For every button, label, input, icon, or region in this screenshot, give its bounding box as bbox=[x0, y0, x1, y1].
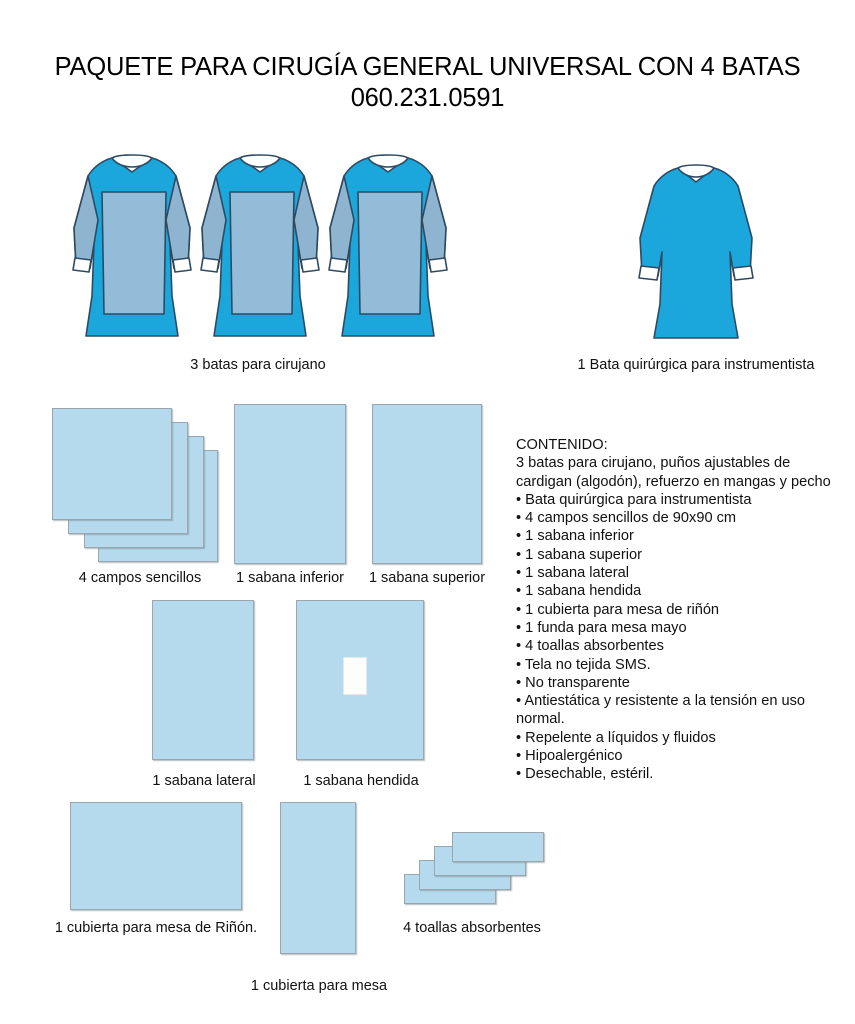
contenido-item: • 4 campos sencillos de 90x90 cm bbox=[516, 510, 737, 527]
absorbent-towels-caption: 4 toallas absorbentes bbox=[403, 920, 541, 936]
table-cover bbox=[280, 802, 356, 954]
simple-drapes-stack bbox=[52, 408, 232, 563]
surgeon-gowns-caption: 3 batas para cirujano bbox=[190, 357, 326, 373]
contenido-item: • 1 sabana lateral bbox=[516, 565, 630, 582]
drape-sheet-icon bbox=[52, 408, 172, 520]
drape-sheet-icon bbox=[372, 404, 482, 564]
lateral-sheet bbox=[152, 600, 254, 760]
contenido-item: • 1 sabana superior bbox=[516, 546, 642, 563]
surgeon-gown-1 bbox=[68, 146, 193, 344]
absorbent-towels-stack bbox=[404, 832, 564, 908]
surgical-gown-icon bbox=[324, 146, 449, 344]
drape-sheet-icon bbox=[70, 802, 242, 910]
contenido-block bbox=[516, 436, 846, 784]
fenestrated-sheet-caption: 1 sabana hendida bbox=[303, 773, 419, 789]
upper-sheet bbox=[372, 404, 482, 564]
kidney-table-cover-caption: 1 cubierta para mesa de Riñón. bbox=[54, 920, 258, 936]
simple-drapes-caption: 4 campos sencillos bbox=[78, 570, 202, 586]
contenido-item: • Hipoalergénico bbox=[516, 748, 623, 765]
drape-sheet-icon bbox=[152, 600, 254, 760]
page-title: PAQUETE PARA CIRUGÍA GENERAL UNIVERSAL CON 4 BATAS bbox=[54, 53, 801, 81]
lateral-sheet-caption: 1 sabana lateral bbox=[152, 773, 256, 789]
drape-sheet-icon bbox=[280, 802, 356, 954]
contenido-item: • Antiestática y resistente a la tensión en uso normal. bbox=[516, 693, 806, 728]
lower-sheet-caption: 1 sabana inferior bbox=[235, 570, 344, 586]
contenido-intro: 3 batas para cirujano, puños ajustables de cardigan (algodón), refuerzo en mangas y pecho bbox=[516, 455, 831, 490]
contenido-item: • 1 funda para mesa mayo bbox=[516, 619, 687, 636]
fenestration-opening bbox=[343, 657, 367, 695]
surgical-gown-icon bbox=[632, 158, 760, 344]
scrub-nurse-gown bbox=[632, 158, 760, 344]
contenido-item: • 1 cubierta para mesa de riñón bbox=[516, 601, 720, 618]
surgical-gown-icon bbox=[68, 146, 193, 344]
surgeon-gown-3 bbox=[324, 146, 449, 344]
fenestrated-sheet bbox=[296, 600, 424, 760]
product-code: 060.231.0591 bbox=[350, 84, 505, 112]
surgical-gown-icon bbox=[196, 146, 321, 344]
scrub-nurse-gown-caption: 1 Bata quirúrgica para instrumentista bbox=[577, 357, 815, 373]
contenido-item: • Repelente a líquidos y fluidos bbox=[516, 729, 716, 746]
lower-sheet bbox=[234, 404, 346, 564]
contenido-item: • Bata quirúrgica para instrumentista bbox=[516, 491, 752, 508]
upper-sheet-caption: 1 sabana superior bbox=[368, 570, 486, 586]
fenestrated-drape-icon bbox=[296, 600, 424, 760]
drape-sheet-icon bbox=[234, 404, 346, 564]
contenido-item: • Tela no tejida SMS. bbox=[516, 656, 651, 673]
kidney-table-cover bbox=[70, 802, 242, 910]
contenido-item: • No transparente bbox=[516, 674, 630, 691]
contenido-item: • 4 toallas absorbentes bbox=[516, 638, 664, 655]
contenido-item: • 1 sabana inferior bbox=[516, 528, 634, 545]
page-header bbox=[0, 52, 855, 114]
contenido-item: • Desechable, estéril. bbox=[516, 766, 654, 783]
surgeon-gown-2 bbox=[196, 146, 321, 344]
table-cover-caption: 1 cubierta para mesa bbox=[250, 978, 388, 994]
towel-stack-icon bbox=[452, 832, 544, 862]
contenido-item-list bbox=[516, 491, 846, 784]
contenido-item: • 1 sabana hendida bbox=[516, 583, 642, 600]
contenido-heading: CONTENIDO: bbox=[516, 437, 608, 453]
